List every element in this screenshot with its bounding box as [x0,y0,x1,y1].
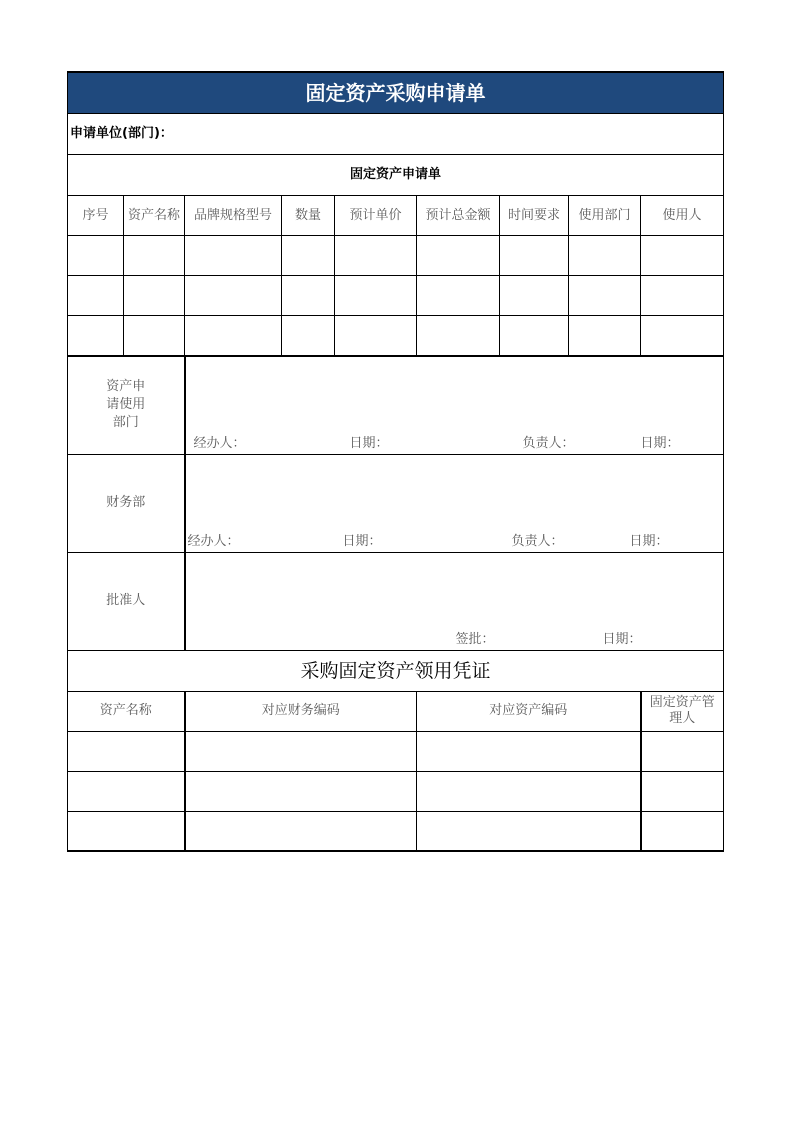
dept-principal-label: 负责人： [522,435,575,451]
table-cell[interactable] [124,236,185,276]
approver-area[interactable] [185,552,724,650]
form-table [67,71,724,692]
table-cell[interactable] [641,236,724,276]
table-cell[interactable] [124,316,185,356]
column-header-asset-name: 资产名称 [124,196,185,236]
table-cell[interactable] [417,731,641,771]
table-cell[interactable] [282,276,335,316]
table-cell[interactable] [569,316,641,356]
table-cell[interactable] [335,316,417,356]
section-title: 固定资产申请单 [68,155,724,196]
table-cell[interactable] [282,316,335,356]
table-cell[interactable] [68,811,185,851]
table-row [68,731,724,771]
table-cell[interactable] [641,771,724,811]
finance-date-label: 日期： [342,533,382,549]
voucher-header-asset-name: 资产名称 [68,691,185,731]
voucher-table [67,691,724,853]
table-cell[interactable] [569,276,641,316]
table-cell[interactable] [68,771,185,811]
table-row [68,276,724,316]
table-cell[interactable] [185,316,282,356]
table-cell[interactable] [417,811,641,851]
table-cell[interactable] [417,771,641,811]
table-cell[interactable] [417,276,500,316]
table-cell[interactable] [417,236,500,276]
column-header-unit-price: 预计单价 [335,196,417,236]
column-header-user-department: 使用部门 [569,196,641,236]
table-cell[interactable] [185,236,282,276]
table-row [68,316,724,356]
table-cell[interactable] [185,276,282,316]
finance-principal-label: 负责人： [511,533,564,549]
purchase-requisition-form [67,71,723,852]
table-cell[interactable] [569,236,641,276]
table-cell[interactable] [641,316,724,356]
table-row [68,771,724,811]
column-header-index: 序号 [68,196,124,236]
finance-approval-label: 财务部 [68,454,185,552]
table-cell[interactable] [185,771,417,811]
approver-date-label: 日期： [602,631,642,647]
dept-date-label: 日期： [349,435,389,451]
column-header-quantity: 数量 [282,196,335,236]
voucher-header-manager-text: 固定资产管理人 [649,695,715,726]
table-cell[interactable] [335,236,417,276]
table-cell[interactable] [417,316,500,356]
column-header-brand-model: 品牌规格型号 [185,196,282,236]
dept-principal-date-label: 日期： [640,435,680,451]
table-cell[interactable] [641,276,724,316]
approver-label: 批准人 [68,552,185,650]
column-header-user: 使用人 [641,196,724,236]
voucher-title: 采购固定资产领用凭证 [68,650,724,691]
voucher-header-finance-code: 对应财务编码 [185,691,417,731]
table-cell[interactable] [500,276,569,316]
voucher-header-manager [641,691,724,731]
table-cell[interactable] [68,276,124,316]
table-cell[interactable] [500,316,569,356]
table-cell[interactable] [500,236,569,276]
table-cell[interactable] [185,811,417,851]
table-cell[interactable] [641,731,724,771]
dept-handler-label: 经办人： [193,435,246,451]
table-cell[interactable] [641,811,724,851]
table-cell[interactable] [335,276,417,316]
approver-sign-label: 签批： [455,631,495,647]
finance-principal-date-label: 日期： [629,533,669,549]
table-cell[interactable] [282,236,335,276]
table-cell[interactable] [68,236,124,276]
finance-approval-area[interactable] [185,454,724,552]
dept-approval-label-text: 资产申请使用部门 [106,379,146,430]
column-header-time-requirement: 时间要求 [500,196,569,236]
table-row [68,236,724,276]
table-cell[interactable] [185,731,417,771]
table-cell[interactable] [124,276,185,316]
table-cell[interactable] [68,316,124,356]
finance-handler-label: 经办人： [187,533,240,549]
voucher-header-asset-code: 对应资产编码 [417,691,641,731]
dept-approval-area[interactable] [185,356,724,455]
dept-approval-label [68,356,185,455]
table-cell[interactable] [68,731,185,771]
table-row [68,811,724,851]
column-header-total-amount: 预计总金额 [417,196,500,236]
applicant-unit-label[interactable]: 申请单位(部门)： [68,114,724,155]
form-title: 固定资产采购申请单 [68,72,724,114]
